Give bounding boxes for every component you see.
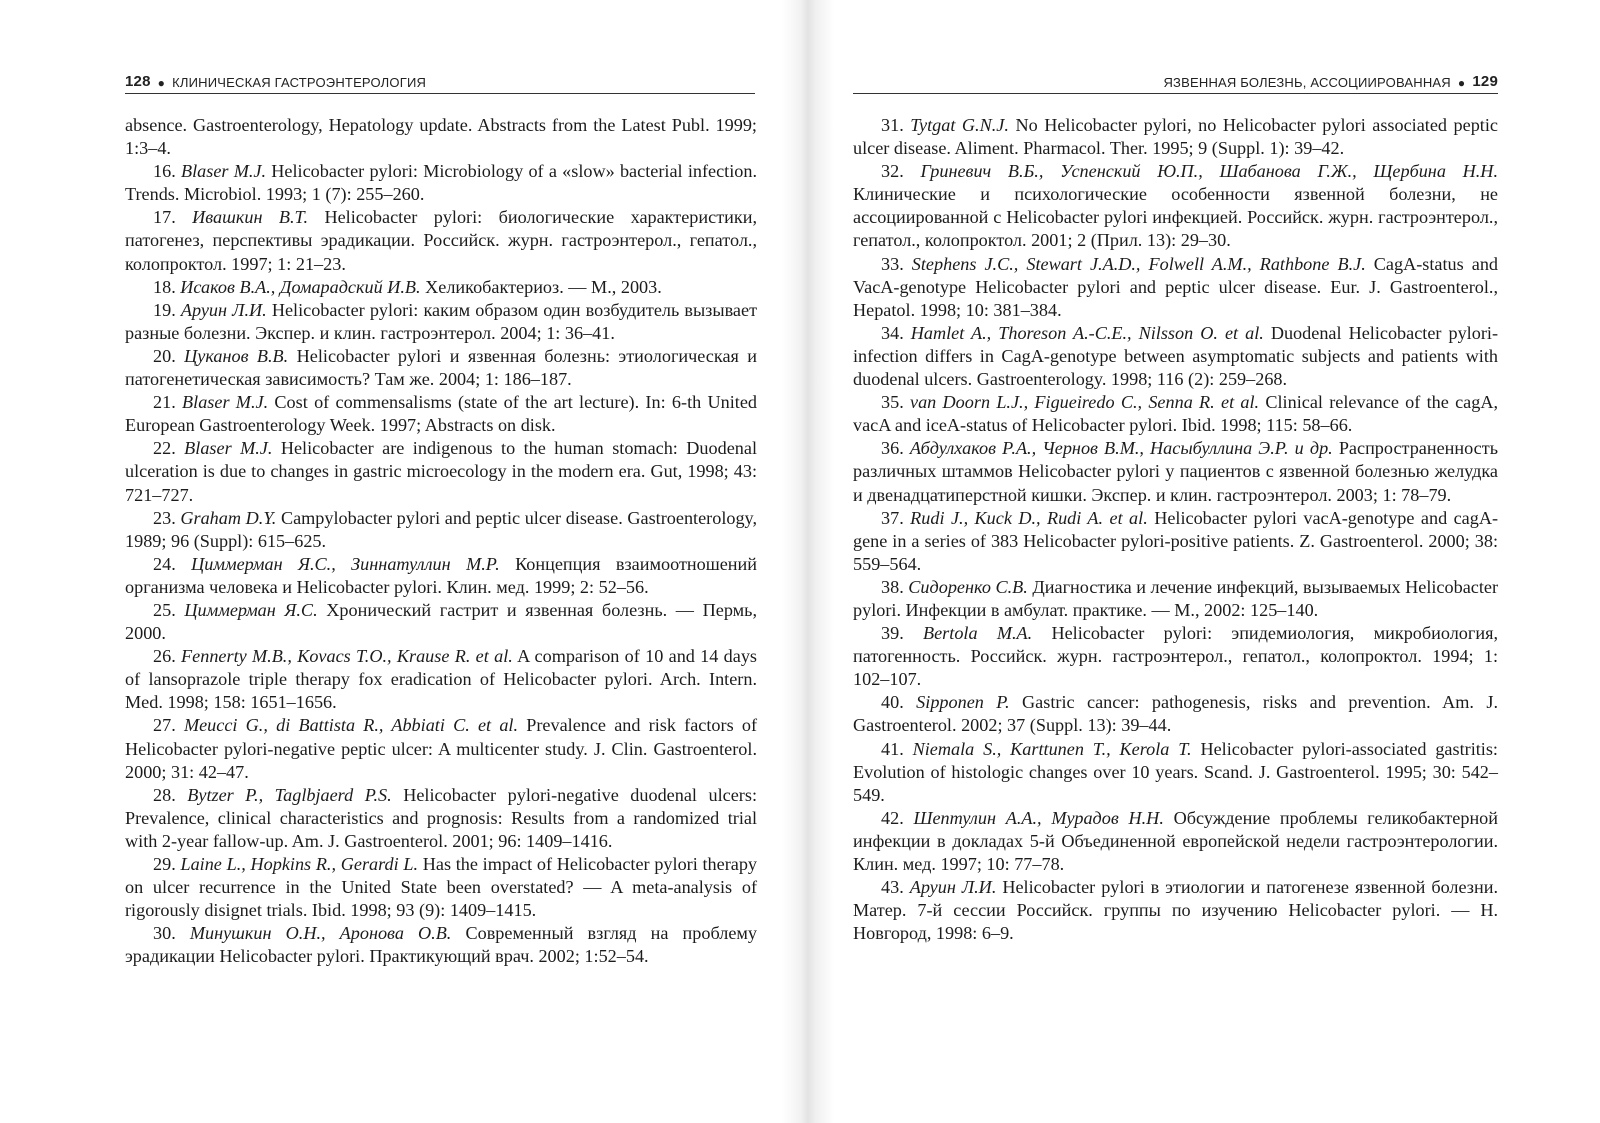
reference-entry bbox=[853, 738, 1498, 807]
reference-authors: Laine L., Hopkins R., Gerardi L. bbox=[180, 854, 419, 874]
reference-text: Helicobacter pylori и язвенная болезнь: этиологическая и патогенетическая зависимость? Там же. 2004; 1: 186–187. bbox=[125, 345, 758, 390]
reference-text: Helicobacter pylori: эпидемиология, микробиология, патогенность. Российск. журн. гастроэнтерол., гепатол., колопроктол. 1994; 1: 102–107. bbox=[853, 623, 1498, 690]
reference-number: 26. bbox=[153, 646, 176, 667]
reference-authors: Meucci G., di Battista R., Abbiati C. et al. bbox=[183, 715, 519, 736]
reference-authors: Sipponen P. bbox=[916, 692, 1010, 713]
reference-text: Helicobacter pylori: Microbiology of a «slow» bacterial infection. Trends. Microbiol. 1993; 1 (7): 255–260. bbox=[125, 161, 758, 205]
reference-authors: Blaser M.J. bbox=[182, 392, 269, 413]
reference-number: 20. bbox=[153, 345, 176, 366]
reference-number: 42. bbox=[881, 807, 904, 828]
reference-authors: Fennerty M.B., Kovacs T.O., Krause R. et al. bbox=[181, 646, 513, 667]
reference-entry bbox=[853, 807, 1498, 876]
right-page bbox=[820, 0, 1600, 1123]
reference-authors: Blaser M.J. bbox=[184, 438, 273, 459]
reference-text: Концепция взаимоотношений организма человека и Helicobacter pylori. Клин. мед. 1999; 2: 52–56. bbox=[125, 553, 758, 597]
reference-authors: Stephens J.C., Stewart J.A.D., Folwell A.M., Rathbone B.J. bbox=[911, 253, 1366, 274]
reference-text: Диагностика и лечение инфекций, вызываемых Helicobacter pylori. Инфекции в амбулат. практике. — М., 2002: 125–140. bbox=[853, 576, 1499, 620]
reference-entry bbox=[125, 714, 757, 783]
reference-text: Prevalence and risk factors of Helicobacter pylori-negative peptic ulcer: A multicenter study. J. Clin. Gastroenterol. 2000; 31: 42–47. bbox=[125, 715, 758, 782]
reference-text: Helicobacter pylori vacA-genotype and cagA-gene in a series of 383 Helicobacter pylori-positive patients. Z. Gastroenterol. 2000; 38: 559–564. bbox=[853, 507, 1499, 574]
reference-authors: Гриневич В.Б., Успенский Ю.П., Шабанова Г.Ж., Щербина Н.Н. bbox=[920, 161, 1498, 182]
reference-number: 40. bbox=[881, 692, 904, 713]
reference-authors: Hamlet A., Thoreson A.-C.E., Nilsson O. et al. bbox=[910, 322, 1264, 343]
left-page bbox=[0, 0, 790, 1123]
reference-entry bbox=[125, 784, 757, 853]
reference-number: 41. bbox=[881, 738, 904, 759]
bullet-separator: ● bbox=[1457, 76, 1466, 90]
reference-entry bbox=[125, 160, 757, 206]
reference-entry bbox=[853, 691, 1498, 737]
reference-entry bbox=[125, 391, 757, 437]
reference-number: 38. bbox=[881, 576, 904, 597]
reference-text: Современный взгляд на проблему эрадикации Helicobacter pylori. Практикующий врач. 2002; 1:52–54. bbox=[125, 923, 758, 967]
reference-text: Campylobacter pylori and peptic ulcer disease. Gastroenterology, 1989; 96 (Suppl): 615–625. bbox=[125, 507, 758, 551]
reference-number: 37. bbox=[881, 507, 904, 528]
reference-text: Clinical relevance of the cagA, vacA and iceA-status of Helicobacter pylori. Ibid. 1998; 115: 58–66. bbox=[853, 392, 1499, 436]
reference-authors: Tytgat G.N.J. bbox=[910, 115, 1009, 135]
reference-entry bbox=[125, 553, 757, 599]
bullet-separator: ● bbox=[157, 76, 166, 90]
reference-number: 31. bbox=[881, 115, 904, 135]
reference-entry bbox=[853, 576, 1498, 622]
running-title: ЯЗВЕННАЯ БОЛЕЗНЬ, АССОЦИИРОВАННАЯ bbox=[1163, 75, 1451, 90]
running-title: КЛИНИЧЕСКАЯ ГАСТРОЭНТЕРОЛОГИЯ bbox=[172, 75, 427, 90]
reference-text: Обсуждение проблемы геликобактерной инфекции в докладах 5-й Объединенной европейской недели гастроэнтерологии. Клин. мед. 1997; 10: 77–78. bbox=[853, 807, 1499, 874]
reference-text: Has the impact of Helicobacter pylori therapy on ulcer recurrence in the United State been overstated? — A meta-analysis of rigorously disignet trials. Ibid. 1998; 93 (9): 1409–1415. bbox=[125, 854, 758, 921]
reference-text: Duodenal Helicobacter pylori-infection differs in CagA-genotype between asymptomatic subjects and patients with duodenal ulcers. Gastroenterology. 1998; 116 (2): 259–268. bbox=[853, 322, 1498, 390]
reference-number: 19. bbox=[153, 299, 176, 320]
reference-number: 33. bbox=[881, 253, 904, 274]
reference-entry bbox=[853, 622, 1498, 691]
reference-number: 29. bbox=[153, 854, 176, 874]
reference-entry bbox=[853, 322, 1498, 391]
reference-number: 21. bbox=[153, 392, 176, 413]
reference-entry bbox=[853, 876, 1498, 945]
reference-authors: Абдулхаков Р.А., Чернов В.М., Насыбуллина Э.Р. и др. bbox=[909, 438, 1333, 459]
running-header-left bbox=[125, 66, 755, 94]
reference-entry bbox=[125, 437, 757, 506]
reference-text: Helicobacter pylori: каким образом один возбудитель вызывает разные болезни. Экспер. и клин. гастроэнтерол. 2004; 1: 36–41. bbox=[125, 299, 758, 343]
reference-authors: Шептулин А.А., Мурадов Н.Н. bbox=[913, 807, 1164, 828]
reference-entry bbox=[853, 391, 1498, 437]
reference-entry bbox=[125, 299, 757, 345]
reference-authors: Цуканов В.В. bbox=[184, 345, 289, 366]
reference-number: 27. bbox=[153, 715, 176, 736]
reference-text: Клинические и психологические особенности язвенной болезни, не ассоциированной с Helicobacter pylori инфекцией. Российск. журн. гастроэнтерол., гепатол., колопроктол. 2001; 2 (Прил. 13): 29–30. bbox=[853, 184, 1498, 251]
reference-number: 24. bbox=[153, 553, 176, 574]
reference-text: No Helicobacter pylori, no Helicobacter pylori associated peptic ulcer disease. Aliment. Pharmacol. Ther. 1995; 9 (Suppl. 1): 39–42. bbox=[853, 115, 1498, 159]
reference-number: 35. bbox=[881, 392, 904, 413]
reference-entry bbox=[125, 599, 757, 645]
reference-entry bbox=[125, 114, 757, 160]
reference-text: Helicobacter pylori: биологические характеристики, патогенез, перспективы эрадикации. Российск. журн. гастроэнтерол., гепатол., колопроктол. 1997; 1: 21–23. bbox=[125, 207, 757, 274]
reference-entry bbox=[125, 922, 757, 968]
reference-number: 18. bbox=[153, 276, 176, 297]
reference-number: 36. bbox=[881, 438, 904, 459]
reference-authors: Циммерман Я.С., Зиннатуллин М.Р. bbox=[191, 553, 500, 574]
reference-number: 25. bbox=[153, 599, 176, 620]
reference-number: 17. bbox=[153, 207, 176, 228]
reference-entry bbox=[125, 507, 757, 553]
reference-text: absence. Gastroenterology, Hepatology update. Abstracts from the Latest Publ. 1999; 1:3–4. bbox=[125, 115, 757, 159]
reference-text: Gastric cancer: pathogenesis, risks and prevention. Am. J. Gastroenterol. 2002; 37 (Suppl. 13): 39–44. bbox=[853, 692, 1498, 736]
reference-authors: Bertola M.A. bbox=[923, 623, 1033, 644]
reference-authors: Сидоренко С.В. bbox=[908, 576, 1028, 597]
page-number: 128 bbox=[125, 73, 151, 90]
reference-text: Cost of commensalisms (state of the art lecture). In: 6-th United European Gastroenterology Week. 1997; Abstracts on disk. bbox=[125, 392, 758, 436]
reference-authors: Ивашкин В.Т. bbox=[192, 207, 309, 228]
reference-list bbox=[853, 114, 1498, 945]
reference-number: 34. bbox=[881, 322, 904, 343]
reference-text: Helicobacter pylori-negative duodenal ulcers: Prevalence, clinical characteristics and prognosis: Results from a randomized trial with 2-year fallow-up. Am. J. Gastroenterol. 2001; 96: 1409–1416. bbox=[125, 784, 757, 851]
reference-number: 43. bbox=[881, 877, 904, 898]
reference-number: 28. bbox=[153, 784, 176, 805]
reference-text: Распространенность различных штаммов Helicobacter pylori у пациентов с язвенной болезнью желудка и двенадцатиперстной кишки. Экспер. и клин. гастроэнтерол. 2003; 1: 78–79. bbox=[853, 438, 1498, 505]
reference-authors: Минушкин О.Н., Аронова О.В. bbox=[189, 923, 452, 944]
page-number: 129 bbox=[1472, 73, 1498, 90]
reference-authors: Циммерман Я.С. bbox=[184, 599, 318, 620]
reference-text: Helicobacter pylori-associated gastritis: Evolution of histologic changes over 10 years. Scand. J. Gastroenterol. 1995; 30: 542–549. bbox=[853, 738, 1498, 805]
reference-text: Helicobacter are indigenous to the human stomach: Duodenal ulceration is due to changes in gastric microecology in the modern era. Gut, 1998; 43: 721–727. bbox=[125, 438, 757, 505]
reference-authors: Blaser M.J. bbox=[180, 161, 267, 182]
reference-number: 16. bbox=[153, 161, 176, 182]
reference-text: Хеликобактериоз. — М., 2003. bbox=[425, 276, 662, 297]
reference-text: Хронический гастрит и язвенная болезнь. — Пермь, 2000. bbox=[125, 599, 758, 644]
reference-list bbox=[125, 114, 757, 968]
reference-text: Helicobacter pylori в этиологии и патогенезе язвенной болезни. Матер. 7-й сессии Российск. группы по изучению Helicobacter pylori. — Н. Новгород, 1998: 6–9. bbox=[853, 877, 1499, 944]
reference-entry bbox=[125, 645, 757, 714]
reference-entry bbox=[853, 160, 1498, 252]
reference-authors: van Doorn L.J., Figueiredo C., Senna R. et al. bbox=[910, 392, 1260, 413]
reference-authors: Rudi J., Kuck D., Rudi A. et al. bbox=[910, 507, 1148, 528]
reference-authors: Bytzer P., Taglbjaerd P.S. bbox=[187, 784, 392, 805]
reference-authors: Niemala S., Karttunen T., Kerola T. bbox=[912, 738, 1192, 759]
reference-entry bbox=[125, 853, 757, 922]
reference-entry bbox=[125, 345, 757, 391]
reference-authors: Аруин Л.И. bbox=[909, 877, 997, 898]
running-header-right bbox=[853, 66, 1498, 94]
reference-entry bbox=[853, 437, 1498, 506]
reference-number: 32. bbox=[881, 161, 904, 182]
reference-entry bbox=[125, 276, 757, 299]
reference-number: 22. bbox=[153, 438, 176, 459]
reference-number: 23. bbox=[153, 507, 176, 528]
reference-entry bbox=[853, 114, 1498, 160]
reference-entry bbox=[125, 206, 757, 275]
reference-entry bbox=[853, 253, 1498, 322]
reference-number: 39. bbox=[881, 623, 904, 644]
reference-number: 30. bbox=[153, 923, 176, 944]
reference-authors: Исаков В.А., Домарадский И.В. bbox=[180, 276, 421, 297]
reference-entry bbox=[853, 507, 1498, 576]
reference-authors: Graham D.Y. bbox=[180, 507, 277, 528]
reference-authors: Аруин Л.И. bbox=[180, 299, 267, 320]
reference-text: A comparison of 10 and 14 days of lansoprazole triple therapy fox eradication of Helicobacter pylori. Arch. Intern. Med. 1998; 158: 1651–1656. bbox=[125, 646, 758, 713]
reference-text: CagA-status and VacA-genotype Helicobacter pylori and peptic ulcer disease. Eur. J. Gastroenterol., Hepatol. 1998; 10: 381–384. bbox=[853, 253, 1499, 320]
